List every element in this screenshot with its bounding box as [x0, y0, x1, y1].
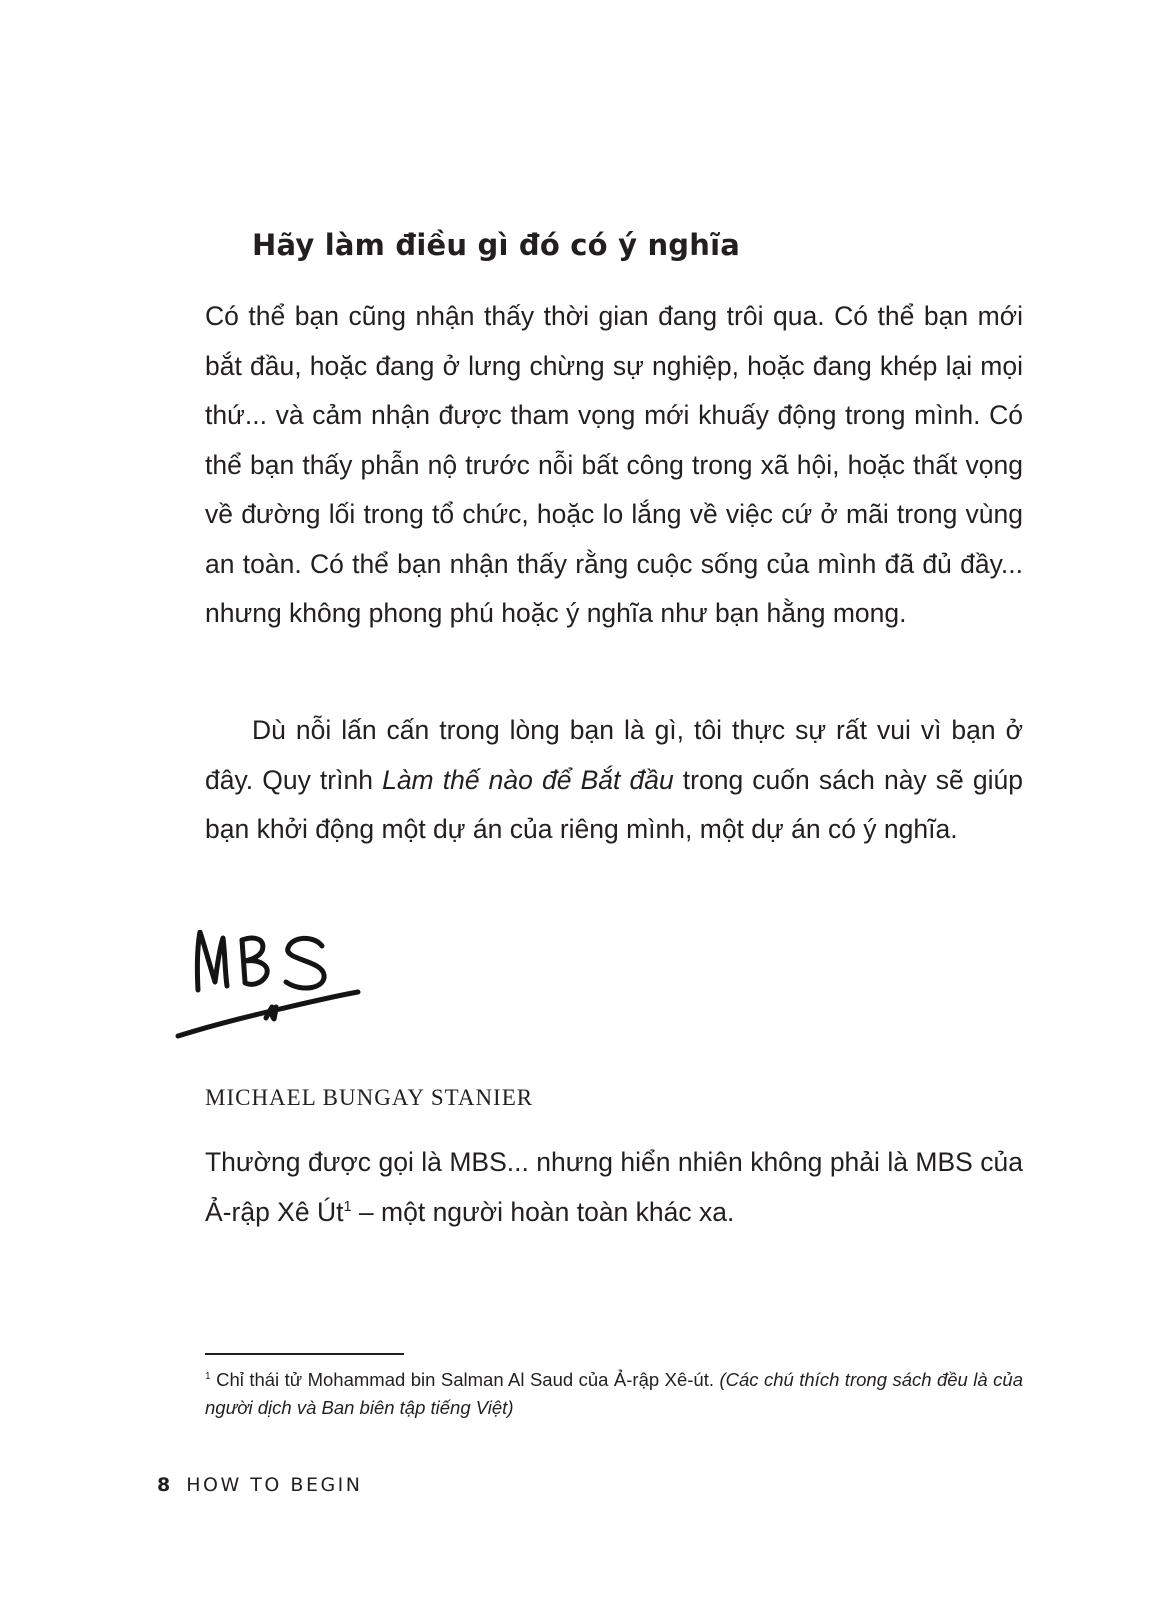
footnote-reference: 1 [343, 1198, 352, 1215]
running-title: HOW TO BEGIN [186, 1474, 363, 1496]
author-note-text-start: Thường được gọi là MBS... nhưng hiển nhiên không phải là MBS của Ả-rập Xê Út [205, 1147, 1023, 1227]
author-note-text-end: – một người hoàn toàn khác xa. [351, 1196, 735, 1227]
process-paragraph-text-start: Dù nỗi lấn cấn trong lòng bạn là gì, tôi thực sự rất vui vì bạn ở đây. Quy trình [205, 715, 1023, 795]
author-note-paragraph [205, 1138, 1023, 1237]
process-paragraph-text-end: trong cuốn sách này sẽ giúp bạn khởi động một dự án của riêng mình, một dự án có ý nghĩa. [205, 764, 1023, 844]
footnote-text: Chỉ thái tử Mohammad bin Salman Al Saud của Ả-rập Xê-út. [210, 1369, 720, 1390]
author-signature [170, 930, 380, 1070]
footnote-divider [205, 1353, 404, 1355]
book-process-title: Làm thế nào để Bắt đầu [382, 764, 674, 795]
intro-paragraph: Có thể bạn cũng nhận thấy thời gian đang trôi qua. Có thể bạn mới bắt đầu, hoặc đang ở lưng chừng sự nghiệp, hoặc đang khép lại mọi thứ... và cảm nhận được tham vọng mới khuấy động trong mình. Có thể bạn thấy phẫn nộ trước nỗi bất công trong xã hội, hoặc thất vọng về đường lối trong tổ chức, hoặc lo lắng về việc cứ ở mãi trong vùng an toàn. Có thể bạn nhận thấy rằng cuộc sống của mình đã đủ đầy... nhưng không phong phú hoặc ý nghĩa như bạn hằng mong. [205, 301, 1023, 628]
page-number: 8 [157, 1474, 171, 1496]
section-heading: Hãy làm điều gì đó có ý nghĩa [252, 228, 741, 262]
footnote [205, 1366, 1023, 1422]
process-paragraph [205, 706, 1023, 855]
footnote-translator-note: (Các chú thích trong sách đều là của người dịch và Ban biên tập tiếng Việt) [205, 1369, 1023, 1418]
author-name: MICHAEL BUNGAY STANIER [205, 1085, 534, 1110]
page-footer [157, 1474, 362, 1496]
footnote-marker: 1 [205, 1370, 211, 1382]
